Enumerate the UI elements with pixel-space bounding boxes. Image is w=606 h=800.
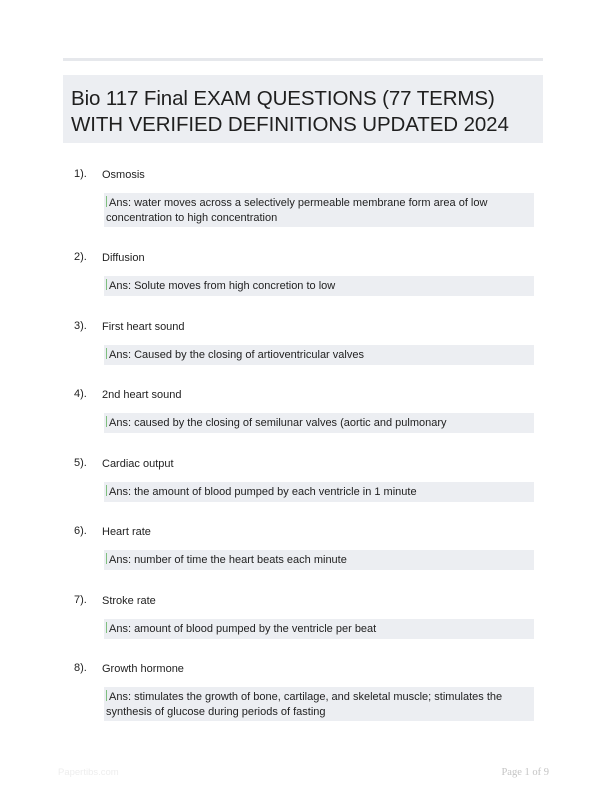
answer-marker	[106, 553, 107, 564]
footer-watermark: Papertibs.com	[58, 767, 119, 778]
answer-marker	[106, 196, 107, 207]
question-number: 5).	[74, 457, 87, 469]
answer-box	[104, 619, 534, 639]
answer-text: Ans: amount of blood pumped by the ventricle per beat	[109, 623, 377, 635]
answer-text: Ans: stimulates the growth of bone, cartilage, and skeletal muscle; stimulates the synthesis of glucose during periods of fasting	[106, 691, 503, 718]
answer-box	[104, 345, 534, 365]
question-number: 7).	[74, 594, 87, 606]
question-term: Heart rate	[102, 526, 151, 538]
question-number: 2).	[74, 251, 87, 263]
answer-marker	[106, 416, 107, 427]
answer-marker	[106, 690, 107, 701]
answer-box	[104, 482, 534, 502]
answer-box	[104, 413, 534, 433]
answer-marker	[106, 622, 107, 633]
question-term: First heart sound	[102, 321, 185, 333]
answer-marker	[106, 279, 107, 290]
question-term: Diffusion	[102, 252, 145, 264]
question-number: 3).	[74, 320, 87, 332]
question-term: Stroke rate	[102, 595, 156, 607]
answer-text: Ans: number of time the heart beats each minute	[109, 554, 347, 566]
answer-text: Ans: water moves across a selectively permeable membrane form area of low concentration to high concentration	[106, 197, 488, 224]
answer-box	[104, 687, 534, 721]
answer-box	[104, 276, 534, 296]
answer-box	[104, 193, 534, 227]
page-number: Page 1 of 9	[501, 767, 549, 778]
question-number: 6).	[74, 525, 87, 537]
answer-marker	[106, 485, 107, 496]
question-term: Cardiac output	[102, 458, 174, 470]
question-number: 1).	[74, 168, 87, 180]
title-box	[63, 75, 543, 143]
question-term: Growth hormone	[102, 663, 184, 675]
answer-marker	[106, 348, 107, 359]
answer-text: Ans: the amount of blood pumped by each ventricle in 1 minute	[109, 486, 417, 498]
answer-box	[104, 550, 534, 570]
page-title: Bio 117 Final EXAM QUESTIONS (77 TERMS) WITH VERIFIED DEFINITIONS UPDATED 2024	[71, 87, 509, 136]
answer-text: Ans: Solute moves from high concretion to low	[109, 280, 336, 292]
answer-text: Ans: caused by the closing of semilunar valves (aortic and pulmonary	[109, 417, 447, 429]
question-term: Osmosis	[102, 169, 145, 181]
question-term: 2nd heart sound	[102, 389, 182, 401]
answer-text: Ans: Caused by the closing of artioventricular valves	[109, 349, 364, 361]
question-number: 4).	[74, 388, 87, 400]
question-number: 8).	[74, 662, 87, 674]
top-rule	[63, 58, 543, 61]
